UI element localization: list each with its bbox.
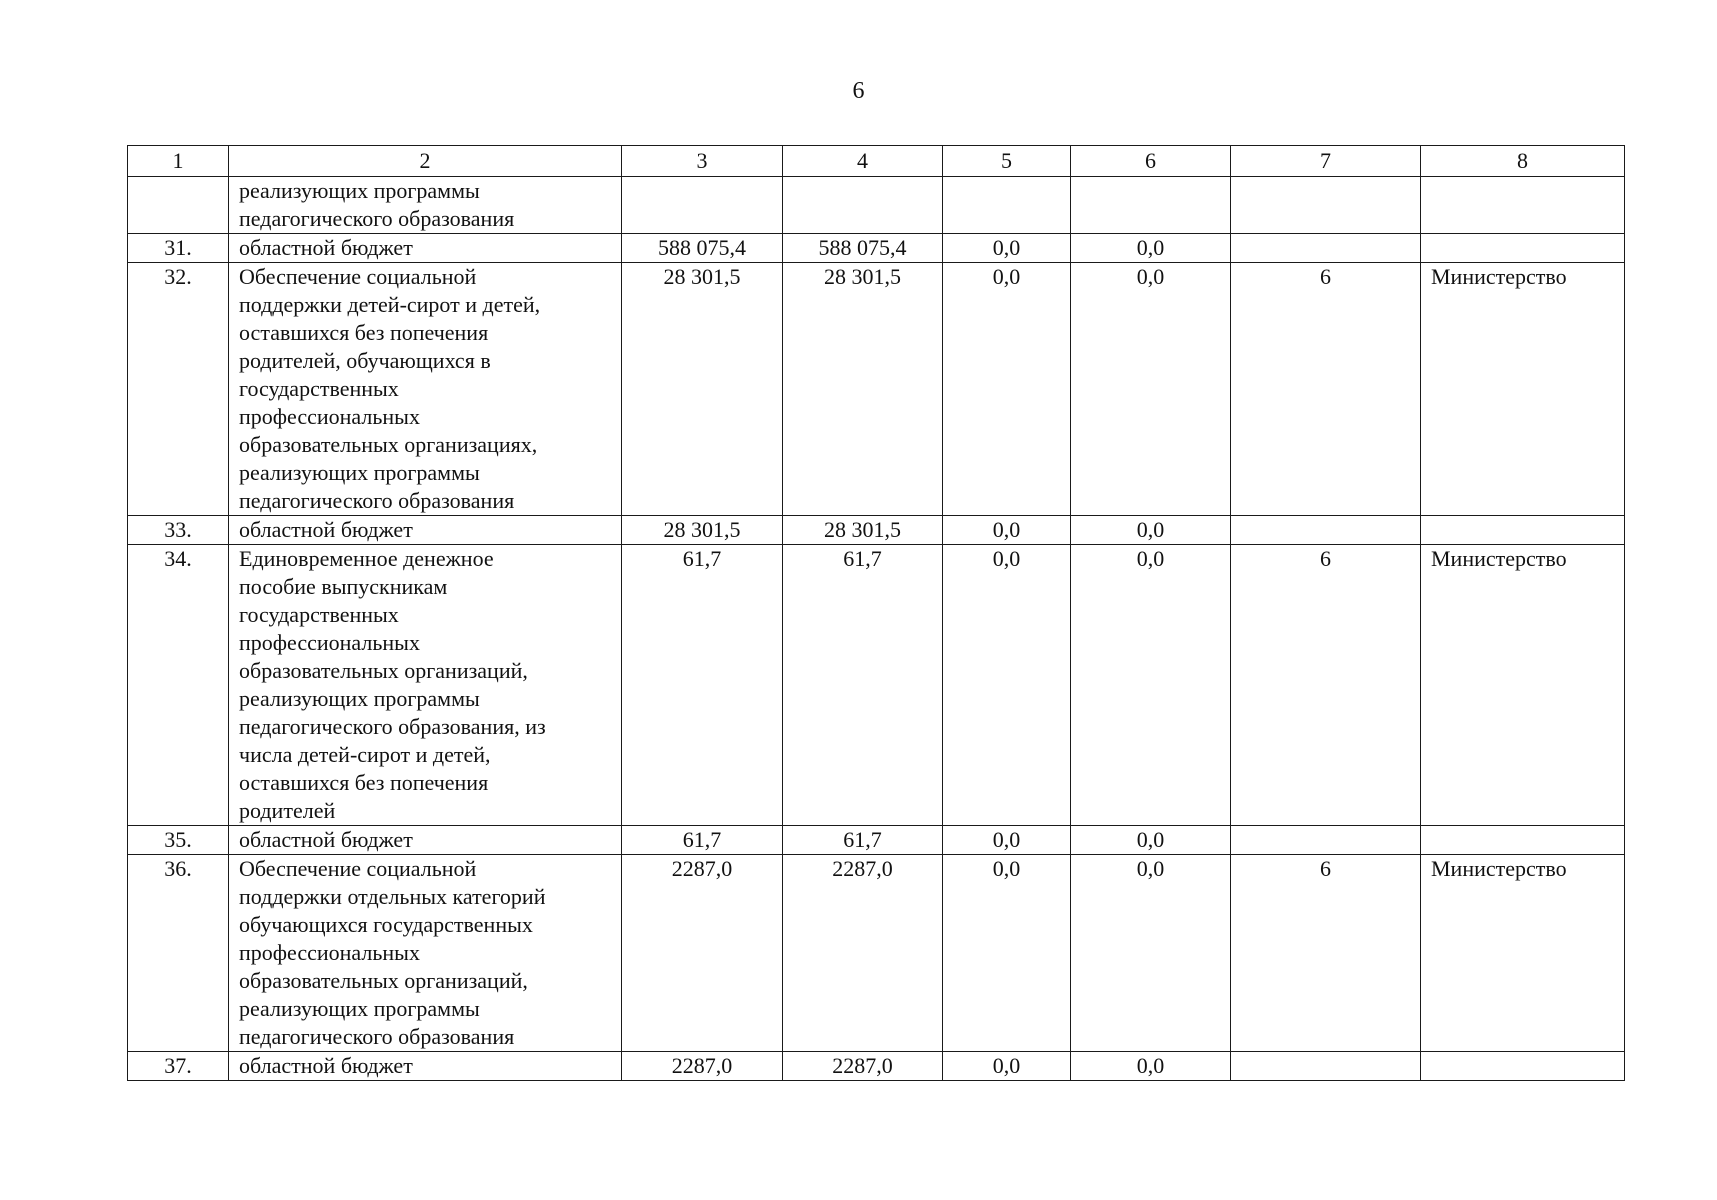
cell-col3: 28 301,5 (622, 263, 783, 516)
row-description: областной бюджет (229, 234, 622, 263)
table-row (128, 516, 1625, 545)
table-row (128, 177, 1625, 234)
cell-col4: 28 301,5 (783, 516, 943, 545)
cell-col5: 0,0 (943, 545, 1071, 826)
cell-col3: 28 301,5 (622, 516, 783, 545)
row-number: 36. (128, 855, 229, 1052)
row-number: 34. (128, 545, 229, 826)
row-number: 31. (128, 234, 229, 263)
cell-col4: 28 301,5 (783, 263, 943, 516)
page-number: 6 (852, 78, 865, 104)
table-row (128, 234, 1625, 263)
cell-col5: 0,0 (943, 516, 1071, 545)
cell-col6 (1071, 177, 1231, 234)
cell-col3 (622, 177, 783, 234)
column-header: 7 (1231, 146, 1421, 177)
cell-col4: 61,7 (783, 826, 943, 855)
cell-col8 (1421, 1052, 1625, 1081)
table-row (128, 855, 1625, 1052)
budget-table (127, 145, 1625, 1081)
cell-col5 (943, 177, 1071, 234)
row-number: 35. (128, 826, 229, 855)
cell-col3: 61,7 (622, 545, 783, 826)
cell-col3: 2287,0 (622, 855, 783, 1052)
table-row (128, 545, 1625, 826)
cell-col4: 2287,0 (783, 1052, 943, 1081)
cell-col4: 588 075,4 (783, 234, 943, 263)
row-number (128, 177, 229, 234)
row-number: 32. (128, 263, 229, 516)
row-description: Обеспечение социальной поддержки детей-сирот и детей, оставшихся без попечения родителей, обучающихся в государственных профессиональных образовательных организациях, реализующих программы педагогического образования (229, 263, 622, 516)
cell-col3: 588 075,4 (622, 234, 783, 263)
cell-col3: 61,7 (622, 826, 783, 855)
cell-col7 (1231, 516, 1421, 545)
cell-col6: 0,0 (1071, 516, 1231, 545)
row-number: 33. (128, 516, 229, 545)
cell-col5: 0,0 (943, 826, 1071, 855)
cell-col6: 0,0 (1071, 855, 1231, 1052)
table-header-row (128, 146, 1625, 177)
column-header: 4 (783, 146, 943, 177)
column-header: 1 (128, 146, 229, 177)
column-header: 5 (943, 146, 1071, 177)
row-description: областной бюджет (229, 826, 622, 855)
cell-col8: Министерство (1421, 263, 1625, 516)
table-row (128, 1052, 1625, 1081)
cell-col6: 0,0 (1071, 263, 1231, 516)
cell-col4: 2287,0 (783, 855, 943, 1052)
cell-col4: 61,7 (783, 545, 943, 826)
row-description: реализующих программы педагогического образования (229, 177, 622, 234)
table-row (128, 263, 1625, 516)
cell-col7 (1231, 177, 1421, 234)
cell-col6: 0,0 (1071, 1052, 1231, 1081)
cell-col7: 6 (1231, 545, 1421, 826)
column-header: 2 (229, 146, 622, 177)
column-header: 8 (1421, 146, 1625, 177)
row-description: Обеспечение социальной поддержки отдельных категорий обучающихся государственных профессиональных образовательных организаций, реализующих программы педагогического образования (229, 855, 622, 1052)
cell-col8 (1421, 516, 1625, 545)
cell-col5: 0,0 (943, 234, 1071, 263)
cell-col5: 0,0 (943, 855, 1071, 1052)
cell-col7: 6 (1231, 855, 1421, 1052)
row-description: областной бюджет (229, 1052, 622, 1081)
cell-col6: 0,0 (1071, 234, 1231, 263)
cell-col8: Министерство (1421, 545, 1625, 826)
row-description: областной бюджет (229, 516, 622, 545)
cell-col7 (1231, 1052, 1421, 1081)
cell-col8: Министерство (1421, 855, 1625, 1052)
row-description: Единовременное денежное пособие выпускникам государственных профессиональных образовательных организаций, реализующих программы педагогического образования, из числа детей-сирот и детей, оставшихся без попечения родителей (229, 545, 622, 826)
cell-col7 (1231, 826, 1421, 855)
column-header: 3 (622, 146, 783, 177)
cell-col8 (1421, 826, 1625, 855)
row-number: 37. (128, 1052, 229, 1081)
table-row (128, 826, 1625, 855)
cell-col7: 6 (1231, 263, 1421, 516)
cell-col6: 0,0 (1071, 545, 1231, 826)
cell-col5: 0,0 (943, 1052, 1071, 1081)
cell-col8 (1421, 177, 1625, 234)
cell-col5: 0,0 (943, 263, 1071, 516)
cell-col3: 2287,0 (622, 1052, 783, 1081)
cell-col6: 0,0 (1071, 826, 1231, 855)
cell-col8 (1421, 234, 1625, 263)
cell-col7 (1231, 234, 1421, 263)
column-header: 6 (1071, 146, 1231, 177)
cell-col4 (783, 177, 943, 234)
